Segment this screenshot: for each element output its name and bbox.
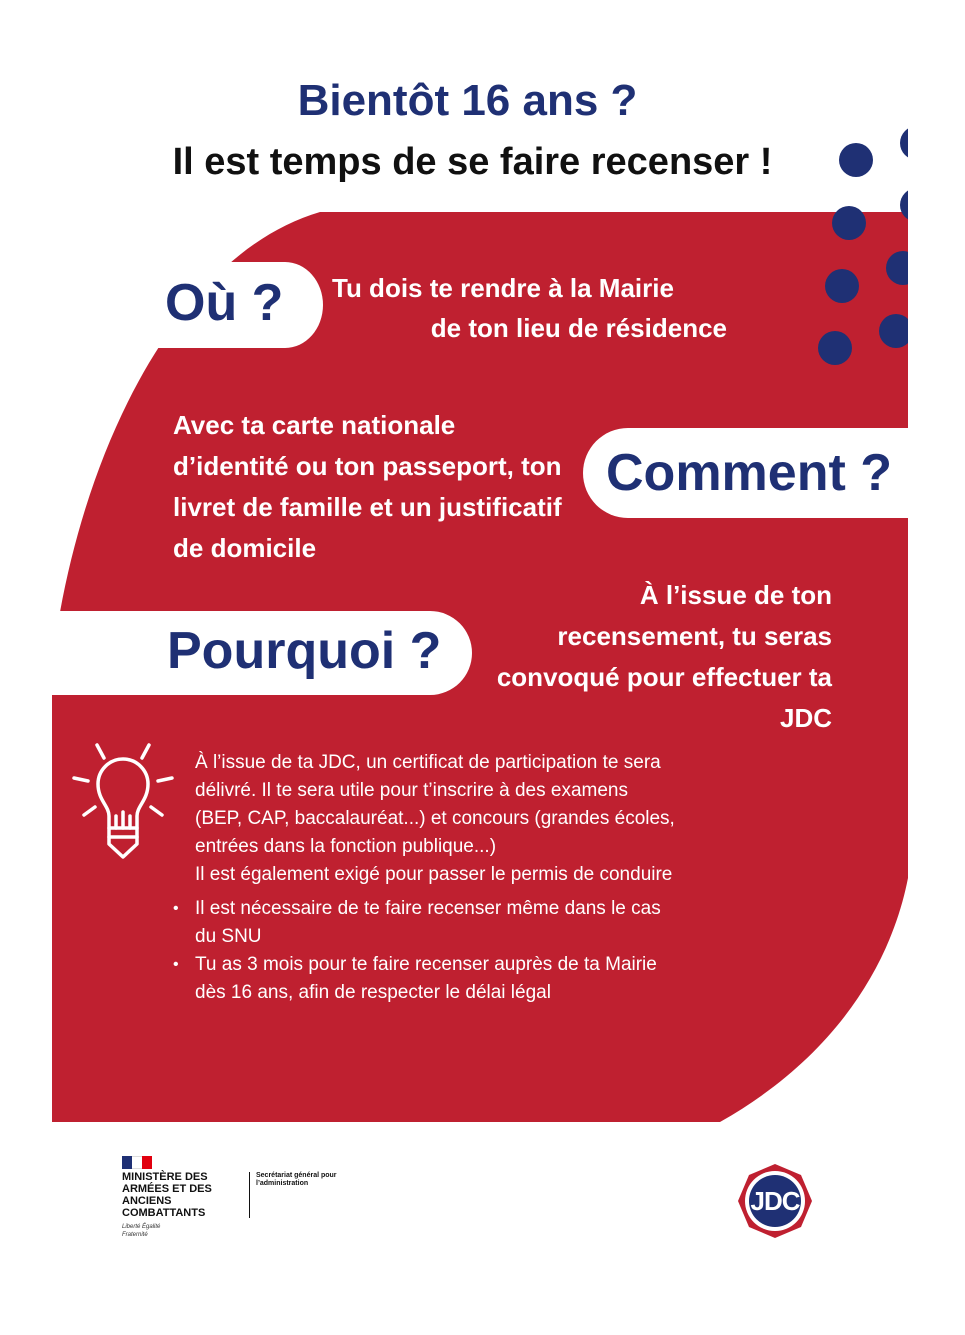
dot [818,331,852,365]
list-item: • Il est nécessaire de te faire recenser même dans le cas du SNU [195,895,675,951]
ministry-motto: Liberté Égalité Fraternité [122,1224,161,1238]
list-item: • Tu as 3 mois pour te faire recenser auprès de ta Mairie dès 16 ans, afin de respecter le délai légal [195,951,675,1007]
pourquoi-text: À l’issue de ton recensement, tu seras convoqué pour effectuer ta JDC [496,580,832,733]
details-list [195,895,675,1007]
page-subtitle: Il est temps de se faire recenser ! [172,141,773,183]
ministry-logo [122,1156,362,1251]
dot [825,269,859,303]
dot [832,206,866,240]
ou-label: Où ? [165,274,284,332]
comment-text: Avec ta carte nationale d’identité ou ton passeport, ton livret de famille et un justificatif de domicile [173,410,562,563]
logo-separator [249,1172,250,1218]
ou-line-2: de ton lieu de résidence [430,313,727,343]
ou-text [332,268,727,348]
details-intro: À l’issue de ta JDC, un certificat de participation te sera délivré. Il te sera utile pour t’inscrire à des examens (BEP, CAP, baccalauréat...) et concours (grandes écoles, entrées dans la fonction publique...) [195,752,675,857]
ministry-name: MINISTÈRE DES ARMÉES ET DES ANCIENS COMBATTANTS [122,1171,212,1219]
french-flag-icon [122,1156,152,1169]
details-permis: Il est également exigé pour passer le permis de conduire [195,864,673,885]
secretariat-name: Secrétariat général pour l’administration [256,1172,337,1187]
jdc-logo-text: JDC [750,1186,800,1216]
page-title: Bientôt 16 ans ? [297,76,638,125]
pourquoi-label: Pourquoi ? [167,622,442,680]
comment-label: Comment ? [606,444,892,502]
dot [879,314,913,348]
ou-line-1: Tu dois te rendre à la Mairie [332,273,674,303]
lightbulb-icon [68,740,178,865]
details-block [195,749,675,1007]
